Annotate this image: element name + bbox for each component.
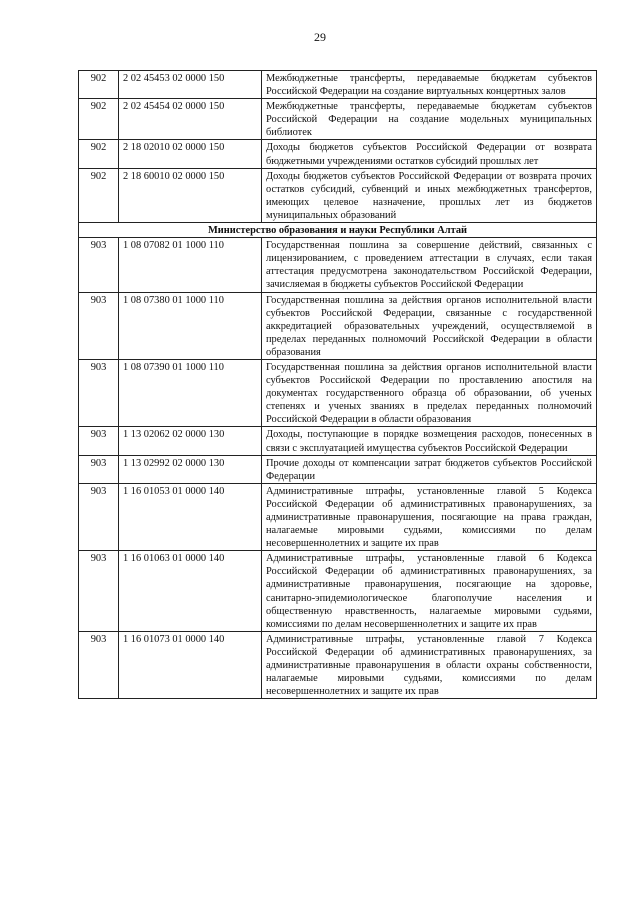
income-code-cell: 2 02 45454 02 0000 150 — [119, 99, 262, 140]
table-row — [79, 455, 597, 483]
section-title: Министерство образования и науки Республики Алтай — [79, 223, 597, 238]
income-code-cell: 1 08 07082 01 1000 110 — [119, 238, 262, 292]
income-description-cell: Межбюджетные трансферты, передаваемые бюджетам субъектов Российской Федерации на создание виртуальных концертных залов — [262, 71, 597, 99]
section-header-row — [79, 223, 597, 238]
admin-code-cell: 902 — [79, 99, 119, 140]
income-description-cell: Административные штрафы, установленные главой 6 Кодекса Российской Федерации об административных правонарушениях, за административные правонарушения, посягающие на здоровье, санитарно-эпидемиологическое благополучие населения и общественную нравственность, налагаемые мировыми судьями, комиссиями по делам несовершеннолетних и защите их прав — [262, 551, 597, 632]
admin-code-cell: 903 — [79, 238, 119, 292]
income-code-cell: 2 18 60010 02 0000 150 — [119, 168, 262, 222]
income-description-cell: Административные штрафы, установленные главой 7 Кодекса Российской Федерации об административных правонарушениях, за административные правонарушения в области охраны собственности, налагаемые мировыми судьями, комиссиями по делам несовершеннолетних и защите их прав — [262, 631, 597, 698]
table-row — [79, 359, 597, 426]
income-code-cell: 1 16 01053 01 0000 140 — [119, 483, 262, 550]
table-row — [79, 292, 597, 359]
income-description-cell: Государственная пошлина за действия органов исполнительной власти субъектов Российской Федерации по проставлению апостиля на документах государственного образца об образовании, об ученых степенях и ученых званиях в пределах переданных полномочий Российской Федерации в области образования — [262, 359, 597, 426]
income-code-cell: 1 08 07380 01 1000 110 — [119, 292, 262, 359]
admin-code-cell: 902 — [79, 71, 119, 99]
admin-code-cell: 903 — [79, 631, 119, 698]
admin-code-cell: 903 — [79, 551, 119, 632]
admin-code-cell: 902 — [79, 140, 119, 168]
income-description-cell: Межбюджетные трансферты, передаваемые бюджетам субъектов Российской Федерации на создание модельных муниципальных библиотек — [262, 99, 597, 140]
admin-code-cell: 903 — [79, 483, 119, 550]
admin-code-cell: 902 — [79, 168, 119, 222]
income-description-cell: Доходы, поступающие в порядке возмещения расходов, понесенных в связи с эксплуатацией имущества субъектов Российской Федерации — [262, 427, 597, 455]
admin-code-cell: 903 — [79, 427, 119, 455]
admin-code-cell: 903 — [79, 292, 119, 359]
income-description-cell: Государственная пошлина за совершение действий, связанных с лицензированием, с проведением аттестации в случаях, если такая аттестация предусмотрена законодательством Российской Федерации, зачисляемая в бюджеты субъектов Российской Федерации — [262, 238, 597, 292]
income-description-cell: Доходы бюджетов субъектов Российской Федерации от возврата прочих остатков субсидий, субвенций и иных межбюджетных трансфертов, имеющих целевое назначение, прошлых лет из бюджетов муниципальных образований — [262, 168, 597, 222]
income-code-cell: 1 16 01073 01 0000 140 — [119, 631, 262, 698]
table-row — [79, 551, 597, 632]
income-description-cell: Административные штрафы, установленные главой 5 Кодекса Российской Федерации об административных правонарушениях, за административные правонарушения, посягающие на права граждан, налагаемые мировыми судьями, комиссиями по делам несовершеннолетних и защите их прав — [262, 483, 597, 550]
table-row — [79, 71, 597, 99]
income-description-cell: Государственная пошлина за действия органов исполнительной власти субъектов Российской Федерации, связанные с государственной аккредитацией образовательных учреждений, осуществляемой в пределах переданных полномочий Российской Федерации в области образования — [262, 292, 597, 359]
admin-code-cell: 903 — [79, 359, 119, 426]
income-code-cell: 1 08 07390 01 1000 110 — [119, 359, 262, 426]
table-row — [79, 238, 597, 292]
income-description-cell: Прочие доходы от компенсации затрат бюджетов субъектов Российской Федерации — [262, 455, 597, 483]
table-row — [79, 631, 597, 698]
table-row — [79, 427, 597, 455]
income-code-cell: 2 18 02010 02 0000 150 — [119, 140, 262, 168]
income-code-cell: 1 13 02062 02 0000 130 — [119, 427, 262, 455]
table-row — [79, 140, 597, 168]
page-number: 29 — [314, 30, 326, 44]
table-row — [79, 99, 597, 140]
income-code-cell: 2 02 45453 02 0000 150 — [119, 71, 262, 99]
table-row — [79, 168, 597, 222]
budget-classification-table — [78, 70, 597, 699]
income-code-cell: 1 16 01063 01 0000 140 — [119, 551, 262, 632]
income-description-cell: Доходы бюджетов субъектов Российской Федерации от возврата бюджетными учреждениями остатков субсидий прошлых лет — [262, 140, 597, 168]
income-code-cell: 1 13 02992 02 0000 130 — [119, 455, 262, 483]
table-row — [79, 483, 597, 550]
admin-code-cell: 903 — [79, 455, 119, 483]
table-body — [79, 71, 597, 699]
